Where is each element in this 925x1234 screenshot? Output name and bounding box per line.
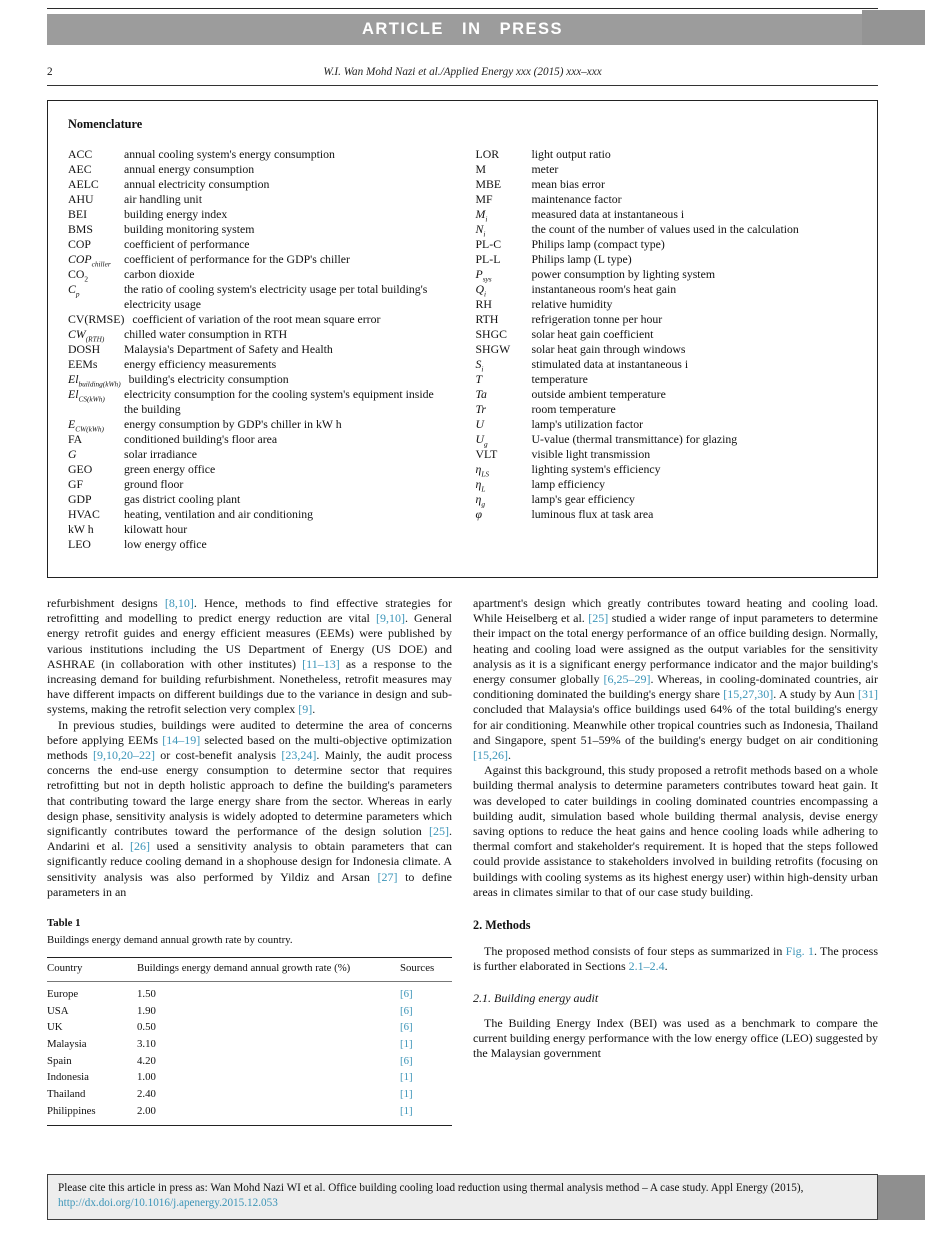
nomenclature-definition: annual cooling system's energy consumption <box>124 147 335 161</box>
running-head <box>47 64 878 86</box>
nomenclature-definition: the count of the number of values used in the calculation <box>531 222 799 236</box>
nomenclature-entry <box>68 447 450 462</box>
nomenclature-definition: Malaysia's Department of Safety and Health <box>124 342 333 356</box>
growth-rate-cell: 1.00 <box>137 1071 156 1084</box>
growth-rate-cell: 1.90 <box>137 1004 156 1017</box>
nomenclature-definition: outside ambient temperature <box>531 387 666 401</box>
text-run: . <box>664 959 668 974</box>
nomenclature-entry <box>476 267 858 282</box>
nomenclature-entry <box>68 162 450 177</box>
nomenclature-entry <box>68 462 450 477</box>
citation-link[interactable]: [23,24] <box>281 748 317 763</box>
text-run: . The process is further elaborated in Sections <box>473 944 878 974</box>
nomenclature-term: $\eta_g$ <box>475 492 486 509</box>
nomenclature-definition: lamp's utilization factor <box>531 417 644 431</box>
nomenclature-term: VLT <box>475 447 498 461</box>
nomenclature-definition: heating, ventilation and air conditioning <box>124 507 314 521</box>
nomenclature-term: MBE <box>475 177 502 191</box>
nomenclature-column-left <box>68 147 450 552</box>
text-run: studied a wider range of input parameters to determine their impact on the total energy performance of an office building design. Normally, heating and cooling load were assigned as the output variables for the sensitivity analysis as it is a significant energy performance indicator and the major building's energy consumer globally <box>473 611 878 687</box>
citation-link[interactable]: [25] <box>429 824 449 839</box>
nomenclature-term: $P_{sys}$ <box>475 267 492 284</box>
nomenclature-term: MF <box>475 192 493 206</box>
nomenclature-term: $\eta_L$ <box>475 477 486 494</box>
nomenclature-definition: Philips lamp (L type) <box>531 252 632 266</box>
table-row <box>47 1087 452 1104</box>
text-run: apartment's design which greatly contributes toward heating and cooling load. While Heiselberg et al. <box>473 596 878 626</box>
nomenclature-definition: Philips lamp (compact type) <box>531 237 665 251</box>
source-cell <box>400 1053 452 1070</box>
growth-rate-cell: 3.10 <box>137 1038 156 1051</box>
nomenclature-definition: light output ratio <box>531 147 611 161</box>
nomenclature-entry <box>68 342 450 357</box>
nomenclature-entry <box>68 537 450 552</box>
nomenclature-term: PL-L <box>475 252 501 266</box>
nomenclature-entry <box>476 147 858 162</box>
nomenclature-definition: luminous flux at task area <box>531 507 654 521</box>
text-run: . A study by Aun <box>773 687 858 702</box>
left-column <box>47 596 452 1168</box>
section-heading-methods: 2. Methods <box>473 918 531 933</box>
table-row <box>47 1036 452 1053</box>
text-run: . Whereas, in cooling-dominated countries, air conditioning dominated the building's energy share <box>473 672 878 702</box>
nomenclature-definition: mean bias error <box>531 177 605 191</box>
source-citation-link[interactable]: [6] <box>400 1021 413 1034</box>
nomenclature-entry <box>68 327 450 342</box>
nomenclature-term: $M_i$ <box>475 207 488 224</box>
source-cell <box>400 1070 452 1087</box>
nomenclature-definition: chilled water consumption in RTH <box>124 327 288 341</box>
text-run: refurbishment designs <box>47 596 165 610</box>
text-run: In previous studies, buildings were audited to determine the area of concerns before applying EEMs <box>47 717 452 747</box>
nomenclature-entry <box>68 237 450 252</box>
table-row <box>47 1053 452 1070</box>
nomenclature-entry <box>68 417 450 432</box>
table-header-growth-rate: Buildings energy demand annual growth rate (%) <box>137 958 400 982</box>
nomenclature-column-right <box>476 147 858 552</box>
nomenclature-definition: building's electricity consumption <box>128 372 289 386</box>
nomenclature-term: $CW_{(RTH)}$ <box>68 327 105 344</box>
nomenclature-entry <box>476 477 858 492</box>
nomenclature-entry <box>68 387 450 417</box>
nomenclature-entry <box>476 297 858 312</box>
nomenclature-definition: lamp efficiency <box>531 477 605 491</box>
nomenclature-term: AHU <box>68 192 94 206</box>
citation-link[interactable]: [15,27,30] <box>723 687 774 702</box>
growth-rate-cell: 2.40 <box>137 1088 156 1101</box>
nomenclature-definition: maintenance factor <box>531 192 622 206</box>
country-cell: Europe <box>47 987 79 1000</box>
nomenclature-definition: building monitoring system <box>124 222 255 236</box>
nomenclature-term: Tr <box>475 402 487 416</box>
table-1 <box>47 957 452 1126</box>
page-number: 2 <box>47 66 53 78</box>
nomenclature-term: GEO <box>68 462 93 476</box>
nomenclature-definition: building energy index <box>124 207 228 221</box>
source-cell <box>400 1036 452 1053</box>
nomenclature-definition: annual electricity consumption <box>124 177 270 191</box>
text-run: . Mainly, the audit process concerns the end-use energy consumption to determine sector that requires retrofitting but not in depth holistic approach to define the building's parameters that contributing toward the large energy share from the sector. Whereas in early design phase, sensitivity analysis is widely adopted to determine parameters which significantly contributes toward the performance of the design solution <box>47 748 452 839</box>
nomenclature-entry <box>68 147 450 162</box>
source-citation-link[interactable]: [6] <box>400 1054 413 1067</box>
country-cell: Spain <box>47 1054 72 1067</box>
source-cell <box>400 1103 452 1126</box>
nomenclature-term: COP <box>68 237 91 251</box>
nomenclature-term: G <box>68 447 77 461</box>
nomenclature-definition: coefficient of variation of the root mean square error <box>132 312 381 326</box>
nomenclature-term: $S_i$ <box>475 357 484 374</box>
nomenclature-term: DOSH <box>68 342 101 356</box>
nomenclature-definition: conditioned building's floor area <box>124 432 278 446</box>
banner-edge-block <box>862 10 925 45</box>
article-in-press-banner <box>47 14 878 45</box>
cite-notice-box <box>47 1174 878 1220</box>
text-run: Against this background, this study proposed a retrofit methods based on a whole building thermal analysis to determine parameters contributes toward heat gain. It was developed to cater buildings in cooling dominated countries encompassing a building audit, simulation based whole building thermal analysis, devise energy saving options to reduce the heat gains and hence cooling loads while adhering to thermal comfort and stakeholder's requirement. It is hoped that the steps followed could provide assistance to stakeholders involved in building retrofits (focusing on buildings with cooling systems as its highest energy user) within high-density urban areas in climates similar to that of our case study building. <box>473 763 878 899</box>
citation-link[interactable]: [9,10] <box>375 611 405 626</box>
source-citation-link[interactable]: [6] <box>400 1004 413 1017</box>
nomenclature-term: $N_i$ <box>475 222 486 239</box>
nomenclature-entry <box>476 447 858 462</box>
text-run: . General energy retrofit guides and energy efficient measures (EEMs) were published by various institutions including the US Department of Energy (US DOE) and ASHRAE (in collaboration with other institutes) <box>47 611 452 671</box>
nomenclature-definition: temperature <box>531 372 588 386</box>
nomenclature-term: $COP_{chiller}$ <box>68 252 111 269</box>
text-run: The proposed method consists of four steps as summarized in <box>484 944 786 959</box>
banner-text: ARTICLE IN PRESS <box>361 20 564 38</box>
nomenclature-term: SHGC <box>475 327 507 341</box>
citation-link[interactable]: [9,10,20–22] <box>92 748 155 763</box>
nomenclature-definition: energy consumption by GDP's chiller in kW h <box>124 417 342 431</box>
citation-link[interactable]: 2.1–2.4 <box>628 959 665 974</box>
nomenclature-definition: visible light transmission <box>531 447 651 461</box>
text-run: concluded that Malaysia's office buildings used 64% of the total building's energy for air conditioning. Meanwhile other tropical countries such as Indonesia, Thailand and Singapore, spent 51–59% of the building's energy budget on air conditioning <box>473 702 878 747</box>
country-cell: UK <box>47 1021 63 1034</box>
nomenclature-definition: meter <box>531 162 559 176</box>
nomenclature-term: AELC <box>68 177 99 191</box>
table-caption: Buildings energy demand annual growth rate by country. <box>47 934 293 947</box>
nomenclature-definition: solar heat gain coefficient <box>531 327 654 341</box>
footer-edge-block <box>878 1175 925 1220</box>
paragraph <box>47 718 452 900</box>
nomenclature-entry <box>68 477 450 492</box>
nomenclature-definition: coefficient of performance <box>124 237 250 251</box>
table-label: Table 1 <box>47 917 81 930</box>
nomenclature-term: $C_p$ <box>68 282 80 299</box>
table-header-row <box>47 958 452 982</box>
paragraph <box>473 763 878 900</box>
nomenclature-definition: ground floor <box>124 477 184 491</box>
nomenclature-entry <box>476 372 858 387</box>
citation-link[interactable]: [15,26] <box>473 748 508 763</box>
paragraph <box>473 596 878 763</box>
nomenclature-term: EEMs <box>68 357 98 371</box>
nomenclature-term: RH <box>475 297 492 311</box>
nomenclature-entry <box>68 267 450 282</box>
nomenclature-definition: lighting system's efficiency <box>531 462 661 476</box>
source-cell <box>400 1020 452 1037</box>
nomenclature-definition: energy efficiency measurements <box>124 357 277 371</box>
nomenclature-term: GDP <box>68 492 92 506</box>
nomenclature-term: $U_g$ <box>475 432 488 449</box>
text-run: Please cite this article in press as: Wan Mohd Nazi WI et al. Office building cooling load reduction using thermal analysis method – A case study. Appl Energy (2015), <box>58 1182 804 1194</box>
nomenclature-term: AEC <box>68 162 92 176</box>
nomenclature-term: CV(RMSE) <box>68 312 125 326</box>
paragraph <box>473 944 878 974</box>
nomenclature-entry <box>68 312 450 327</box>
nomenclature-entry <box>476 507 858 522</box>
citation-link[interactable]: [6,25–29] <box>603 672 651 687</box>
nomenclature-definition: stimulated data at instantaneous i <box>531 357 689 371</box>
nomenclature-entry <box>476 312 858 327</box>
nomenclature-term: T <box>475 372 483 386</box>
nomenclature-term: BMS <box>68 222 93 236</box>
table-1-block <box>47 916 452 1126</box>
source-citation-link[interactable]: [1] <box>400 1071 413 1084</box>
text-run: . Hence, methods to find effective strategies for retrofitting and modelling to predict energy reduction are vital <box>47 596 453 626</box>
nomenclature-definition: green energy office <box>124 462 216 476</box>
nomenclature-term: GF <box>68 477 84 491</box>
table-row <box>47 1003 452 1020</box>
nomenclature-term: PL-C <box>475 237 502 251</box>
text-run: The Building Energy Index (BEI) was used as a benchmark to compare the current building energy performance with the low energy office (LEO) suggested by the Malaysian government <box>473 1015 878 1061</box>
nomenclature-entry <box>476 282 858 297</box>
table-row <box>47 981 452 1003</box>
nomenclature-entry <box>68 372 450 387</box>
nomenclature-entry <box>476 177 858 192</box>
nomenclature-definition: electricity consumption for the cooling system's equipment inside the building <box>124 387 434 416</box>
text-run: selected based on the multi-objective optimization methods <box>47 732 453 763</box>
text-run: used a sensitivity analysis to obtain parameters that can significantly reduce cooling demand in a shophouse design for Indonesia climate. A sensitivity analysis was also performed by Yildiz and Arsan <box>47 839 452 884</box>
nomenclature-entry <box>476 252 858 267</box>
nomenclature-entry <box>476 357 858 372</box>
nomenclature-entry <box>68 282 450 312</box>
nomenclature-entry <box>476 237 858 252</box>
nomenclature-entry <box>476 342 858 357</box>
nomenclature-entry <box>68 192 450 207</box>
nomenclature-definition: room temperature <box>531 402 616 416</box>
nomenclature-entry <box>68 357 450 372</box>
nomenclature-term: $E_{CW(kWh)}$ <box>68 417 104 434</box>
source-citation-link[interactable]: [1] <box>400 1088 413 1101</box>
table-body <box>47 981 452 1125</box>
nomenclature-definition: solar heat gain through windows <box>531 342 686 356</box>
nomenclature-entry <box>476 162 858 177</box>
body-columns <box>47 596 878 1168</box>
nomenclature-term: ACC <box>68 147 93 161</box>
growth-rate-cell: 2.00 <box>137 1104 156 1117</box>
nomenclature-term: kW h <box>68 522 94 536</box>
nomenclature-definition: kilowatt hour <box>124 522 188 536</box>
nomenclature-definition: U-value (thermal transmittance) for glazing <box>531 432 738 446</box>
country-cell: Malaysia <box>47 1038 87 1051</box>
nomenclature-entry <box>476 492 858 507</box>
nomenclature-definition: gas district cooling plant <box>124 492 241 506</box>
nomenclature-entry <box>476 432 858 447</box>
citation-link[interactable]: [11–13] <box>302 656 340 671</box>
nomenclature-definition: air handling unit <box>124 192 202 206</box>
table-header-sources: Sources <box>400 958 452 982</box>
citation-link[interactable]: [25] <box>588 611 609 626</box>
text-run: . <box>508 748 511 763</box>
nomenclature-term: BEI <box>68 207 88 221</box>
nomenclature-definition: power consumption by lighting system <box>531 267 715 281</box>
text-run: . <box>312 702 316 717</box>
nomenclature-definition: lamp's gear efficiency <box>531 492 635 506</box>
nomenclature-entry <box>68 222 450 237</box>
nomenclature-columns <box>68 147 857 552</box>
source-cell <box>400 981 452 1003</box>
source-cell <box>400 1003 452 1020</box>
nomenclature-term: U <box>475 417 485 431</box>
nomenclature-term: LEO <box>68 537 91 551</box>
nomenclature-term: M <box>475 162 486 176</box>
source-citation-link[interactable]: [1] <box>400 1038 413 1051</box>
nomenclature-entry <box>68 507 450 522</box>
text-run: or cost-benefit analysis <box>154 748 282 763</box>
nomenclature-term: $CO_2$ <box>68 267 89 284</box>
table-row <box>47 1103 452 1126</box>
nomenclature-definition: coefficient of performance for the GDP's chiller <box>124 252 350 266</box>
citation-link[interactable]: [8,10] <box>164 596 194 610</box>
nomenclature-definition: annual energy consumption <box>124 162 255 176</box>
text-run: as a response to the increasing demand for building refurbishment. Nonetheless, retrofit measures may have different impacts on different buildings due to the variance in design and sub-systems, making the retrofit selection very complex <box>47 656 452 717</box>
nomenclature-term: $Q_i$ <box>475 282 487 299</box>
running-head-title: W.I. Wan Mohd Nazi et al./Applied Energy xxx (2015) xxx–xxx <box>323 66 602 78</box>
citation-link[interactable]: [9] <box>298 702 313 717</box>
paragraph <box>473 1016 878 1062</box>
source-citation-link[interactable]: [6] <box>400 987 413 1000</box>
country-cell: Thailand <box>47 1088 86 1101</box>
text-run: to define parameters in an <box>47 869 452 899</box>
citation-link[interactable]: Fig. 1 <box>785 944 814 959</box>
table-row <box>47 1020 452 1037</box>
country-cell: Philippines <box>47 1104 96 1117</box>
nomenclature-term: $El_{CS(kWh)}$ <box>68 387 105 404</box>
nomenclature-entry <box>476 192 858 207</box>
nomenclature-definition: measured data at instantaneous i <box>531 207 685 221</box>
nomenclature-definition: instantaneous room's heat gain <box>531 282 677 296</box>
nomenclature-entry <box>476 327 858 342</box>
citation-link[interactable]: [14–19] <box>162 732 201 747</box>
table-row <box>47 1070 452 1087</box>
nomenclature-entry <box>68 522 450 537</box>
nomenclature-box <box>47 100 878 578</box>
citation-link[interactable]: [27] <box>377 869 398 884</box>
nomenclature-entry <box>68 492 450 507</box>
nomenclature-term: Ta <box>475 387 487 401</box>
nomenclature-definition: solar irradiance <box>124 447 198 461</box>
nomenclature-entry <box>68 252 450 267</box>
nomenclature-definition: relative humidity <box>531 297 613 311</box>
nomenclature-term: $El_{building(kWh)}$ <box>68 372 121 389</box>
country-cell: USA <box>47 1004 69 1017</box>
nomenclature-term: SHGW <box>475 342 511 356</box>
doi-link[interactable]: http://dx.doi.org/10.1016/j.apenergy.2015.12.053 <box>58 1197 278 1209</box>
nomenclature-entry <box>68 177 450 192</box>
paragraph <box>47 596 452 718</box>
growth-rate-cell: 0.50 <box>137 1021 156 1034</box>
nomenclature-entry <box>476 402 858 417</box>
nomenclature-term: φ <box>475 507 483 521</box>
citation-link[interactable]: [31] <box>858 687 878 702</box>
nomenclature-title: Nomenclature <box>68 117 143 131</box>
nomenclature-term: $\eta_{LS}$ <box>475 462 490 479</box>
nomenclature-term: HVAC <box>68 507 100 521</box>
top-rule <box>47 8 878 9</box>
nomenclature-entry <box>68 432 450 447</box>
table-header-country: Country <box>47 958 137 982</box>
nomenclature-entry <box>476 387 858 402</box>
source-citation-link[interactable]: [1] <box>400 1104 413 1117</box>
nomenclature-term: LOR <box>475 147 500 161</box>
nomenclature-entry <box>476 462 858 477</box>
nomenclature-entry <box>476 207 858 222</box>
text-run: . Andarini et al. <box>47 824 452 854</box>
nomenclature-term: FA <box>68 432 83 446</box>
nomenclature-entry <box>476 222 858 237</box>
right-column <box>473 596 878 1168</box>
nomenclature-definition: the ratio of cooling system's electricity usage per total building's electricity usage <box>124 282 428 311</box>
country-cell: Indonesia <box>47 1071 89 1084</box>
nomenclature-entry <box>476 417 858 432</box>
growth-rate-cell: 1.50 <box>137 987 156 1000</box>
nomenclature-definition: carbon dioxide <box>124 267 195 281</box>
growth-rate-cell: 4.20 <box>137 1054 156 1067</box>
section-heading-building-energy-audit: 2.1. Building energy audit <box>473 990 599 1005</box>
nomenclature-entry <box>68 207 450 222</box>
citation-link[interactable]: [26] <box>130 839 150 854</box>
nomenclature-definition: low energy office <box>124 537 207 551</box>
nomenclature-term: RTH <box>475 312 499 326</box>
nomenclature-definition: refrigeration tonne per hour <box>531 312 663 326</box>
source-cell <box>400 1087 452 1104</box>
